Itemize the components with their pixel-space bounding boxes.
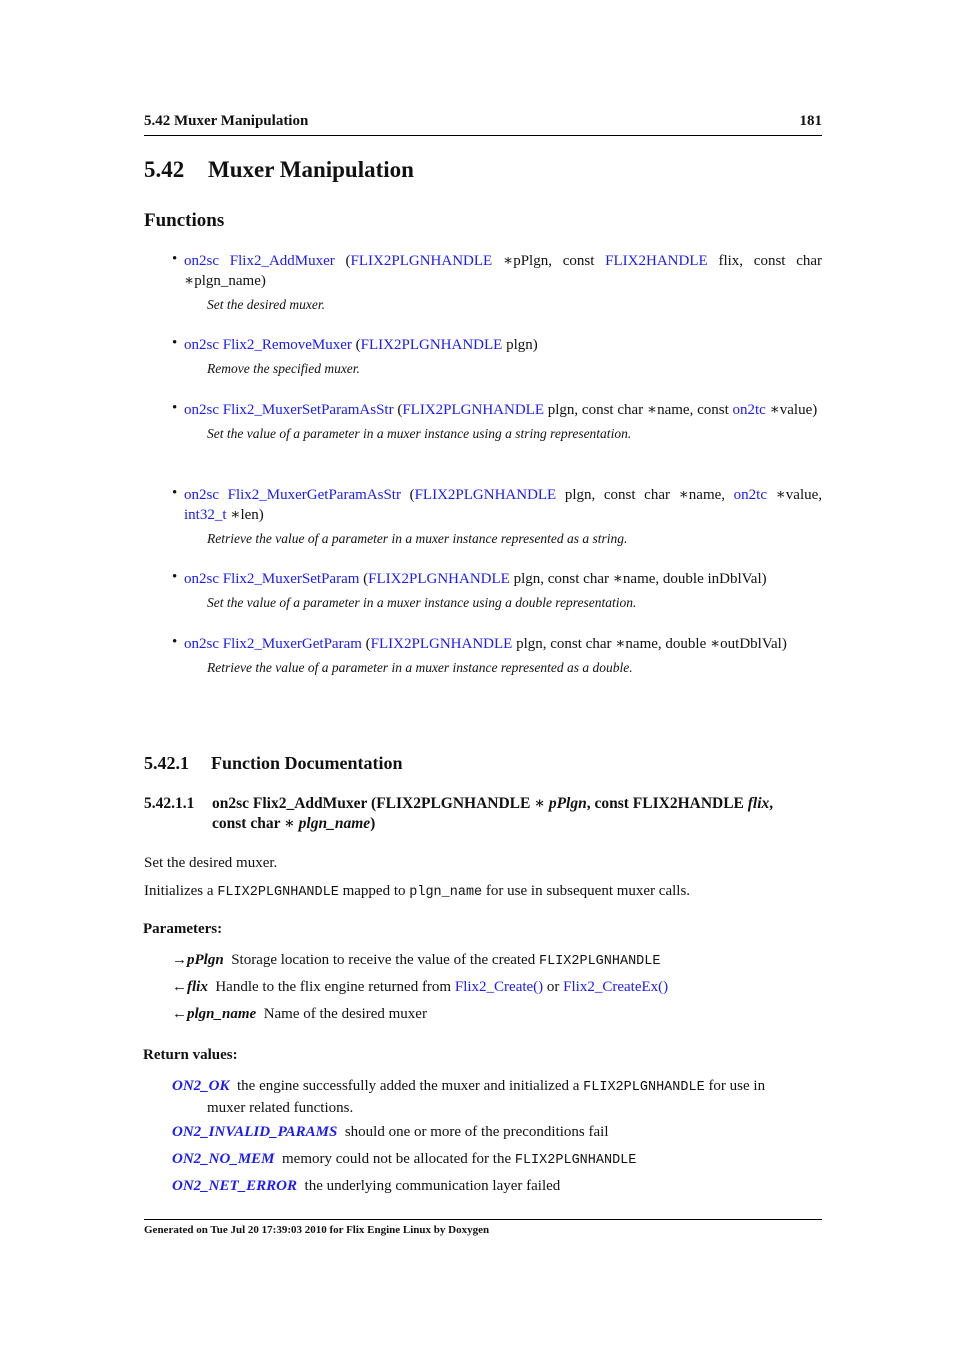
- detail-text: Initializes a: [144, 883, 214, 899]
- return-mono: FLIX2PLGNHANDLE: [514, 1153, 637, 1168]
- bullet-icon: •: [172, 251, 178, 267]
- function-link[interactable]: Flix2_MuxerSetParam: [222, 571, 360, 587]
- return-code-link[interactable]: ON2_OK: [172, 1078, 230, 1094]
- args-text: plgn, const char ∗name, double ∗outDblVal): [516, 636, 787, 652]
- parameter-text: Storage location to receive the value of the created: [231, 952, 536, 968]
- function-brief: Set the value of a parameter in a muxer instance using a double representation.: [207, 595, 637, 610]
- return-text: the engine successfully added the muxer and initialized a: [237, 1078, 580, 1094]
- create-link[interactable]: Flix2_Create(): [454, 979, 544, 995]
- return-code-link[interactable]: ON2_NO_MEM: [172, 1151, 275, 1167]
- function-item: [172, 335, 822, 377]
- args-text: plgn, const char ∗name,: [564, 487, 726, 503]
- bullet-icon: •: [172, 634, 178, 650]
- function-brief: Set the value of a parameter in a muxer instance using a string representation.: [207, 426, 632, 441]
- detail-code: plgn_name: [409, 885, 483, 900]
- return-value-item: [172, 1176, 822, 1196]
- function-signature: on2sc Flix2_AddMuxer (FLIX2PLGNHANDLE ∗pPlgn, const FLIX2HANDLE flix, const char ∗plgn_name): [184, 253, 823, 289]
- return-text-continued: muxer related functions.: [207, 1100, 354, 1116]
- sig-part: on2sc Flix2_AddMuxer (FLIX2PLGNHANDLE ∗: [212, 795, 545, 812]
- return-text: memory could not be allocated for the: [282, 1151, 512, 1167]
- section-text: Muxer Manipulation: [208, 157, 414, 182]
- args-text: plgn, const char ∗name, const: [547, 402, 729, 418]
- parameter-text: or: [546, 979, 560, 995]
- parameters-label: Parameters:: [143, 921, 223, 937]
- parameter-name: flix: [187, 979, 208, 995]
- return-value-item: [172, 1076, 822, 1118]
- bullet-icon: •: [172, 400, 178, 416]
- return-values-label: Return values:: [143, 1047, 238, 1063]
- section-title: [144, 157, 414, 183]
- section-number: 5.42: [144, 157, 185, 182]
- sig-param: pPlgn: [548, 795, 587, 812]
- function-signature: on2sc Flix2_MuxerGetParamAsStr (FLIX2PLGNHANDLE plgn, const char ∗name, on2tc ∗value, int32_t ∗len): [184, 487, 823, 523]
- return-type-link[interactable]: on2sc: [184, 402, 219, 418]
- type-link[interactable]: FLIX2PLGNHANDLE: [414, 487, 557, 503]
- type-link[interactable]: int32_t: [184, 507, 227, 523]
- function-link[interactable]: Flix2_RemoveMuxer: [222, 337, 352, 353]
- parameter-text: Name of the desired muxer: [263, 1006, 427, 1022]
- function-signature: on2sc Flix2_MuxerSetParamAsStr (FLIX2PLGNHANDLE plgn, const char ∗name, const on2tc ∗value): [184, 402, 818, 418]
- brief-description: Set the desired muxer.: [144, 855, 278, 871]
- args-text: plgn, const char ∗name, double inDblVal): [513, 571, 767, 587]
- parameter-item: [172, 1004, 822, 1024]
- function-item: [172, 400, 822, 442]
- return-type-link[interactable]: on2sc: [184, 571, 219, 587]
- function-link[interactable]: Flix2_MuxerGetParam: [222, 636, 362, 652]
- page-header: [144, 113, 822, 136]
- bullet-icon: •: [172, 335, 178, 351]
- parameter-text: Handle to the flix engine returned from: [215, 979, 452, 995]
- args-text: ∗value): [769, 402, 818, 418]
- return-type-link[interactable]: on2sc: [184, 636, 219, 652]
- header-page-number: 181: [799, 113, 822, 129]
- function-brief: Retrieve the value of a parameter in a muxer instance represented as a double.: [207, 660, 633, 675]
- function-signature: on2sc Flix2_MuxerSetParam (FLIX2PLGNHANDLE plgn, const char ∗name, double inDblVal): [184, 571, 767, 587]
- return-code-link[interactable]: ON2_INVALID_PARAMS: [172, 1124, 338, 1140]
- parameter-name: pPlgn: [187, 952, 224, 968]
- type-link[interactable]: FLIX2PLGNHANDLE: [370, 636, 513, 652]
- direction-icon: →: [172, 952, 187, 968]
- return-text: for use in: [708, 1078, 766, 1094]
- function-signature: on2sc Flix2_MuxerGetParam (FLIX2PLGNHANDLE plgn, const char ∗name, double ∗outDblVal): [184, 636, 787, 652]
- type-link[interactable]: on2tc: [733, 487, 767, 503]
- subsection-number: 5.42.1: [144, 753, 189, 773]
- return-text: the underlying communication layer failed: [304, 1178, 561, 1194]
- return-type-link[interactable]: on2sc: [184, 487, 219, 503]
- return-value-item: [172, 1149, 822, 1171]
- sig-param: flix: [747, 795, 770, 812]
- detail-code: FLIX2PLGNHANDLE: [217, 885, 339, 900]
- sig-part: ,: [769, 795, 774, 812]
- function-brief: Set the desired muxer.: [207, 297, 325, 312]
- sig-param: plgn_name: [298, 815, 371, 832]
- function-signature: on2sc Flix2_RemoveMuxer (FLIX2PLGNHANDLE plgn): [184, 337, 538, 353]
- return-value-item: [172, 1122, 822, 1142]
- create-ex-link[interactable]: Flix2_CreateEx(): [563, 979, 669, 995]
- args-text: flix, const char ∗plgn_name): [184, 253, 823, 289]
- return-code-link[interactable]: ON2_NET_ERROR: [172, 1178, 298, 1194]
- detail-text: mapped to: [342, 883, 406, 899]
- function-doc-signature: [212, 794, 822, 834]
- type-link[interactable]: FLIX2PLGNHANDLE: [350, 253, 493, 269]
- functions-heading: Functions: [144, 210, 225, 231]
- parameter-item: [172, 950, 822, 972]
- detailed-description: [144, 881, 822, 903]
- function-item: [172, 485, 822, 547]
- parameter-name: plgn_name: [187, 1006, 257, 1022]
- function-brief: Remove the specified muxer.: [207, 361, 360, 376]
- function-doc-number: 5.42.1.1: [144, 795, 195, 812]
- args-text: plgn): [506, 337, 538, 353]
- bullet-icon: •: [172, 485, 178, 501]
- subsection-text: Function Documentation: [211, 753, 403, 773]
- args-text: ∗value,: [775, 487, 823, 503]
- detail-text: for use in subsequent muxer calls.: [485, 883, 691, 899]
- args-text: ∗pPlgn, const: [503, 253, 595, 269]
- return-type-link[interactable]: on2sc: [184, 337, 219, 353]
- header-section: 5.42 Muxer Manipulation: [144, 113, 309, 129]
- function-item: [172, 569, 822, 611]
- type-link[interactable]: FLIX2PLGNHANDLE: [402, 402, 545, 418]
- parameter-item: [172, 977, 822, 997]
- type-link[interactable]: FLIX2PLGNHANDLE: [368, 571, 510, 587]
- type-link[interactable]: FLIX2HANDLE: [605, 253, 708, 269]
- function-item: [172, 251, 822, 313]
- function-brief: Retrieve the value of a parameter in a muxer instance represented as a string.: [207, 531, 628, 546]
- function-item: [172, 634, 822, 676]
- subsection-title: [144, 753, 403, 774]
- direction-icon: ←: [172, 979, 187, 995]
- return-mono: FLIX2PLGNHANDLE: [583, 1080, 705, 1095]
- page-footer: Generated on Tue Jul 20 17:39:03 2010 for Flix Engine Linux by Doxygen: [144, 1219, 822, 1236]
- sig-part: , const FLIX2HANDLE: [586, 795, 744, 812]
- parameter-code: FLIX2PLGNHANDLE: [538, 954, 661, 969]
- direction-icon: ←: [172, 1006, 187, 1022]
- return-type-link[interactable]: on2sc: [184, 253, 219, 269]
- type-link[interactable]: on2tc: [732, 402, 766, 418]
- args-text: ∗len): [230, 507, 264, 523]
- bullet-icon: •: [172, 569, 178, 585]
- function-link[interactable]: Flix2_AddMuxer: [229, 253, 335, 269]
- function-link[interactable]: Flix2_MuxerSetParamAsStr: [222, 402, 394, 418]
- sig-part: ): [370, 815, 376, 832]
- sig-part: const char ∗: [212, 815, 295, 832]
- function-doc-heading: [144, 794, 822, 834]
- function-link[interactable]: Flix2_MuxerGetParamAsStr: [227, 487, 401, 503]
- return-text: should one or more of the preconditions fail: [344, 1124, 609, 1140]
- type-link[interactable]: FLIX2PLGNHANDLE: [360, 337, 503, 353]
